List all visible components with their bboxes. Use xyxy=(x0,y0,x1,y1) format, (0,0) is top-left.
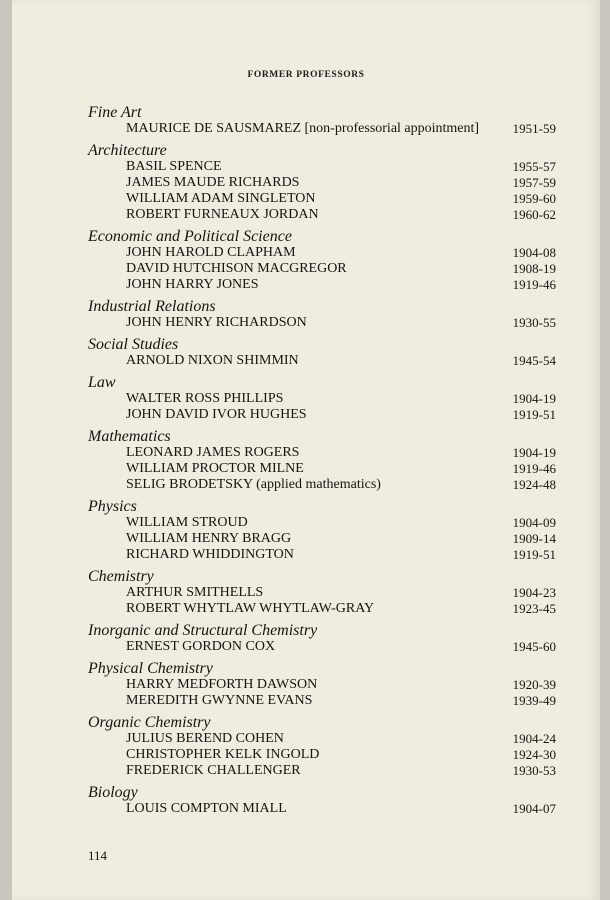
professor-entry xyxy=(88,315,556,331)
tenure-years: 1951-59 xyxy=(512,121,556,136)
professor-name: JULIUS BEREND COHEN xyxy=(126,731,284,746)
tenure-years: 1960-62 xyxy=(512,207,556,222)
section-heading: Industrial Relations xyxy=(88,298,216,315)
section-heading: Fine Art xyxy=(88,104,142,121)
professor-name: WALTER ROSS PHILLIPS xyxy=(126,391,284,406)
professor-entry xyxy=(88,353,556,369)
tenure-years: 1904-23 xyxy=(512,585,556,600)
tenure-years: 1904-19 xyxy=(512,391,556,406)
tenure-years: 1904-08 xyxy=(512,245,556,260)
tenure-years: 1924-30 xyxy=(512,747,556,762)
professor-name: HARRY MEDFORTH DAWSON xyxy=(126,677,318,692)
professor-entry xyxy=(88,477,556,493)
tenure-years: 1939-49 xyxy=(512,693,556,708)
professor-entry xyxy=(88,531,556,547)
professor-name: SELIG BRODETSKY (applied mathematics) xyxy=(126,477,381,492)
professor-name: WILLIAM HENRY BRAGG xyxy=(126,531,292,546)
tenure-years: 1930-53 xyxy=(512,763,556,778)
professor-name: JOHN DAVID IVOR HUGHES xyxy=(126,407,307,422)
tenure-years: 1919-46 xyxy=(512,461,556,476)
professor-entry xyxy=(88,801,556,817)
tenure-years: 1909-14 xyxy=(512,531,556,546)
section-heading: Economic and Political Science xyxy=(88,228,292,245)
professor-name: MEREDITH GWYNNE EVANS xyxy=(126,693,313,708)
professor-name: ROBERT FURNEAUX JORDAN xyxy=(126,207,319,222)
tenure-years: 1924-48 xyxy=(512,477,556,492)
professor-entry xyxy=(88,175,556,191)
professor-entry xyxy=(88,547,556,563)
professor-name: LOUIS COMPTON MIALL xyxy=(126,801,287,816)
section-heading: Chemistry xyxy=(88,568,154,585)
section-heading: Mathematics xyxy=(88,428,171,445)
professor-name: BASIL SPENCE xyxy=(126,159,222,174)
tenure-years: 1955-57 xyxy=(512,159,556,174)
professor-entry xyxy=(88,277,556,293)
professor-name: DAVID HUTCHISON MACGREGOR xyxy=(126,261,347,276)
professor-entry xyxy=(88,445,556,461)
professor-entry xyxy=(88,515,556,531)
professor-name: WILLIAM STROUD xyxy=(126,515,248,530)
professor-entry xyxy=(88,601,556,617)
professor-name: ARNOLD NIXON SHIMMIN xyxy=(126,353,299,368)
professor-entry xyxy=(88,261,556,277)
page-header: FORMER PROFESSORS xyxy=(247,70,365,80)
professor-entry xyxy=(88,191,556,207)
professor-list xyxy=(88,104,556,817)
section-heading: Social Studies xyxy=(88,336,179,353)
professor-name: WILLIAM ADAM SINGLETON xyxy=(126,191,316,206)
tenure-years: 1919-46 xyxy=(512,277,556,292)
professor-entry xyxy=(88,121,556,137)
section-heading: Law xyxy=(88,374,116,391)
professor-name: LEONARD JAMES ROGERS xyxy=(126,445,300,460)
section-heading: Inorganic and Structural Chemistry xyxy=(88,622,318,639)
professor-entry xyxy=(88,159,556,175)
professor-name: ERNEST GORDON COX xyxy=(126,639,276,654)
professor-entry xyxy=(88,677,556,693)
tenure-years: 1923-45 xyxy=(512,601,556,616)
tenure-years: 1945-54 xyxy=(512,353,556,368)
tenure-years: 1945-60 xyxy=(512,639,556,654)
professor-entry xyxy=(88,747,556,763)
tenure-years: 1904-09 xyxy=(512,515,556,530)
professor-name: ARTHUR SMITHELLS xyxy=(126,585,264,600)
tenure-years: 1908-19 xyxy=(512,261,556,276)
section-heading: Physics xyxy=(88,498,137,515)
professor-name: CHRISTOPHER KELK INGOLD xyxy=(126,747,320,762)
professor-name: ROBERT WHYTLAW WHYTLAW-GRAY xyxy=(126,601,375,616)
professor-entry xyxy=(88,731,556,747)
professor-name: MAURICE DE SAUSMAREZ [non-professorial appointment] xyxy=(126,121,480,136)
professor-entry xyxy=(88,639,556,655)
professor-entry xyxy=(88,693,556,709)
professor-name: JOHN HARRY JONES xyxy=(126,277,259,292)
document-page xyxy=(12,0,600,900)
tenure-years: 1957-59 xyxy=(512,175,556,190)
professor-entry xyxy=(88,461,556,477)
professor-name: JOHN HAROLD CLAPHAM xyxy=(126,245,296,260)
tenure-years: 1919-51 xyxy=(512,407,556,422)
section-heading: Organic Chemistry xyxy=(88,714,211,731)
section-heading: Physical Chemistry xyxy=(88,660,213,677)
tenure-years: 1920-39 xyxy=(512,677,556,692)
tenure-years: 1959-60 xyxy=(512,191,556,206)
professor-entry xyxy=(88,585,556,601)
professor-name: FREDERICK CHALLENGER xyxy=(126,763,301,778)
tenure-years: 1904-19 xyxy=(512,445,556,460)
tenure-years: 1919-51 xyxy=(512,547,556,562)
professor-entry xyxy=(88,763,556,779)
professor-entry xyxy=(88,391,556,407)
section-heading: Architecture xyxy=(88,142,167,159)
tenure-years: 1904-07 xyxy=(512,801,556,816)
page-number: 114 xyxy=(88,848,108,863)
tenure-years: 1930-55 xyxy=(512,315,556,330)
professor-name: JOHN HENRY RICHARDSON xyxy=(126,315,307,330)
professor-name: JAMES MAUDE RICHARDS xyxy=(126,175,300,190)
professor-entry xyxy=(88,207,556,223)
section-heading: Biology xyxy=(88,784,138,801)
professor-name: RICHARD WHIDDINGTON xyxy=(126,547,294,562)
tenure-years: 1904-24 xyxy=(512,731,556,746)
professor-entry xyxy=(88,407,556,423)
professor-entry xyxy=(88,245,556,261)
professor-name: WILLIAM PROCTOR MILNE xyxy=(126,461,304,476)
